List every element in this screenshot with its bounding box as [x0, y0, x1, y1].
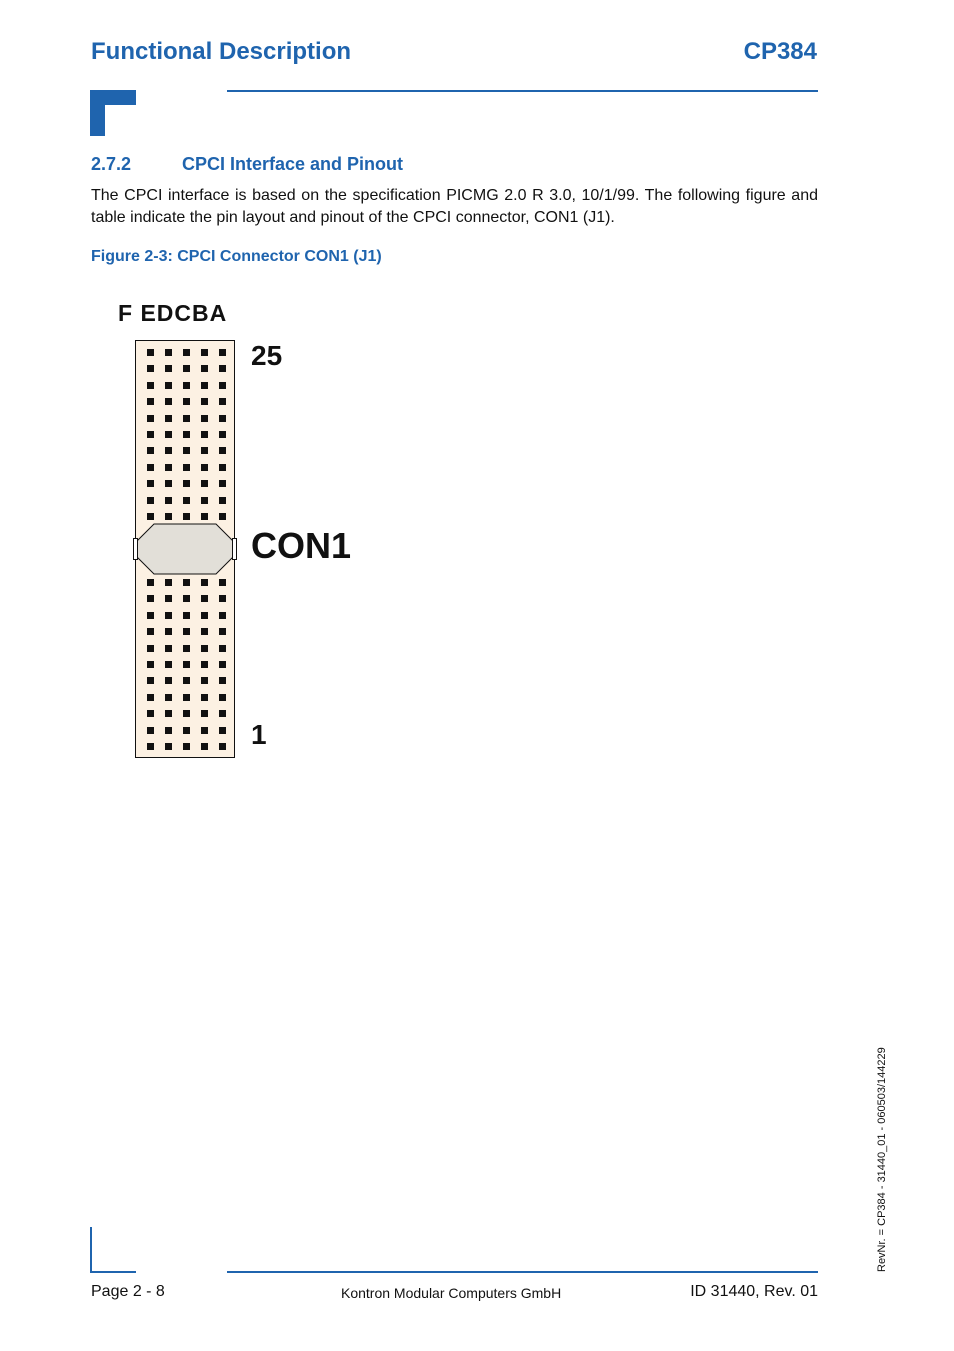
connector-pin: [183, 398, 190, 405]
connector-pin: [165, 415, 172, 422]
connector-pin: [165, 398, 172, 405]
company-name: Kontron Modular Computers GmbH: [341, 1285, 562, 1301]
connector-pin: [183, 661, 190, 668]
connector-pin: [183, 727, 190, 734]
connector-pin: [219, 415, 226, 422]
connector-pin: [201, 382, 208, 389]
connector-pin: [165, 628, 172, 635]
connector-pin: [219, 398, 226, 405]
connector-pin: [201, 645, 208, 652]
connector-pin: [147, 677, 154, 684]
connector-pin: [147, 661, 154, 668]
connector-pin: [147, 431, 154, 438]
row-label-bottom: 1: [251, 719, 267, 750]
connector-pin: [147, 645, 154, 652]
connector-label: CON1: [251, 525, 352, 566]
connector-pin: [183, 612, 190, 619]
connector-pin: [219, 497, 226, 504]
connector-pin: [183, 677, 190, 684]
connector-pin: [219, 677, 226, 684]
connector-pin: [183, 431, 190, 438]
page-number: Page 2 - 8: [91, 1283, 165, 1300]
connector-pin: [183, 579, 190, 586]
connector-pin: [219, 480, 226, 487]
connector-pin: [219, 710, 226, 717]
connector-pin: [165, 382, 172, 389]
connector-pin: [183, 365, 190, 372]
connector-pin: [165, 579, 172, 586]
connector-pin: [165, 612, 172, 619]
connector-pin: [183, 349, 190, 356]
connector-pin: [219, 579, 226, 586]
connector-pin: [219, 447, 226, 454]
connector-pin: [183, 447, 190, 454]
connector-pin: [219, 727, 226, 734]
connector-pin: [165, 645, 172, 652]
connector-pin: [165, 464, 172, 471]
connector-pin: [183, 382, 190, 389]
connector-pin: [147, 447, 154, 454]
connector-pin: [165, 677, 172, 684]
connector-pin: [201, 431, 208, 438]
column-letters: F EDCBA: [118, 300, 228, 326]
header-rule: [227, 90, 818, 92]
connector-pin: [147, 464, 154, 471]
connector-pin: [219, 365, 226, 372]
connector-pin: [165, 349, 172, 356]
connector-pin: [201, 480, 208, 487]
connector-pin: [201, 677, 208, 684]
connector-pin: [201, 415, 208, 422]
figure-caption: Figure 2-3: CPCI Connector CON1 (J1): [91, 248, 382, 265]
connector-pin: [201, 628, 208, 635]
connector-pin: [147, 727, 154, 734]
connector-pin: [183, 628, 190, 635]
connector-pin: [147, 612, 154, 619]
connector-pin: [147, 480, 154, 487]
connector-pin: [147, 415, 154, 422]
connector-pin: [201, 579, 208, 586]
row-label-top: 25: [251, 340, 283, 371]
connector-pin: [201, 694, 208, 701]
connector-pin: [201, 349, 208, 356]
connector-pin: [201, 365, 208, 372]
connector-pin: [183, 415, 190, 422]
revision-note: RevNr. = CP384 - 31440_01 - 060503/144229: [876, 1047, 888, 1272]
connector-pin: [165, 497, 172, 504]
document-id: ID 31440, Rev. 01: [690, 1283, 818, 1300]
connector-pin: [183, 497, 190, 504]
connector-pin: [147, 628, 154, 635]
body-paragraph: The CPCI interface is based on the specification PICMG 2.0 R 3.0, 10/1/99. The following figure and table indicate the pin layout and pinout of the CPCI connector, CON1 (J1).: [91, 187, 818, 226]
section-number: 2.7.2: [91, 154, 132, 174]
connector-pin: [147, 382, 154, 389]
connector-pin: [183, 480, 190, 487]
header-product: CP384: [743, 38, 817, 65]
connector-pin: [147, 513, 154, 520]
connector-pin: [183, 595, 190, 602]
connector-pin: [165, 513, 172, 520]
connector-pin: [165, 727, 172, 734]
connector-pin: [219, 513, 226, 520]
connector-pin: [201, 513, 208, 520]
connector-pin: [201, 727, 208, 734]
connector-pin: [219, 382, 226, 389]
connector-pin: [219, 612, 226, 619]
connector-pin: [183, 513, 190, 520]
connector-pin: [201, 612, 208, 619]
key-tab-left: [134, 539, 138, 560]
key-octagon: [136, 524, 234, 574]
connector-pin: [183, 464, 190, 471]
connector-pin: [201, 710, 208, 717]
connector-pin: [201, 661, 208, 668]
connector-pin: [147, 694, 154, 701]
connector-pin: [147, 579, 154, 586]
connector-pin: [219, 349, 226, 356]
connector-pin: [165, 480, 172, 487]
connector-pin: [201, 595, 208, 602]
connector-pin: [147, 497, 154, 504]
connector-pin: [165, 661, 172, 668]
footer-rule: [227, 1271, 818, 1273]
connector-pin: [183, 710, 190, 717]
connector-pin: [201, 464, 208, 471]
connector-pin: [201, 743, 208, 750]
connector-pin: [165, 694, 172, 701]
connector-pin: [165, 710, 172, 717]
connector-pin: [219, 661, 226, 668]
connector-pin: [147, 595, 154, 602]
connector-pin: [165, 447, 172, 454]
section-title: CPCI Interface and Pinout: [182, 154, 404, 174]
connector-pin: [165, 365, 172, 372]
connector-pin: [201, 497, 208, 504]
connector-pin: [219, 694, 226, 701]
connector-pin: [219, 595, 226, 602]
connector-pin: [219, 645, 226, 652]
connector-pin: [201, 398, 208, 405]
header-section-title: Functional Description: [91, 38, 352, 65]
connector-pin: [183, 743, 190, 750]
corner-mark-horizontal: [90, 90, 136, 105]
connector-pin: [147, 398, 154, 405]
connector-pin: [165, 431, 172, 438]
connector-pin: [165, 595, 172, 602]
connector-pin: [165, 743, 172, 750]
connector-pin: [219, 431, 226, 438]
connector-key: [133, 522, 237, 576]
key-tab-right: [233, 539, 237, 560]
connector-pin: [147, 349, 154, 356]
connector-pin: [219, 743, 226, 750]
footer-corner-mark-horizontal: [90, 1271, 136, 1273]
connector-pin: [219, 464, 226, 471]
footer-corner-mark: [90, 1227, 92, 1272]
connector-pin: [183, 694, 190, 701]
connector-pin: [201, 447, 208, 454]
connector-pin: [147, 365, 154, 372]
connector-pin: [147, 710, 154, 717]
connector-pin: [147, 743, 154, 750]
connector-pin: [183, 645, 190, 652]
connector-pin: [219, 628, 226, 635]
